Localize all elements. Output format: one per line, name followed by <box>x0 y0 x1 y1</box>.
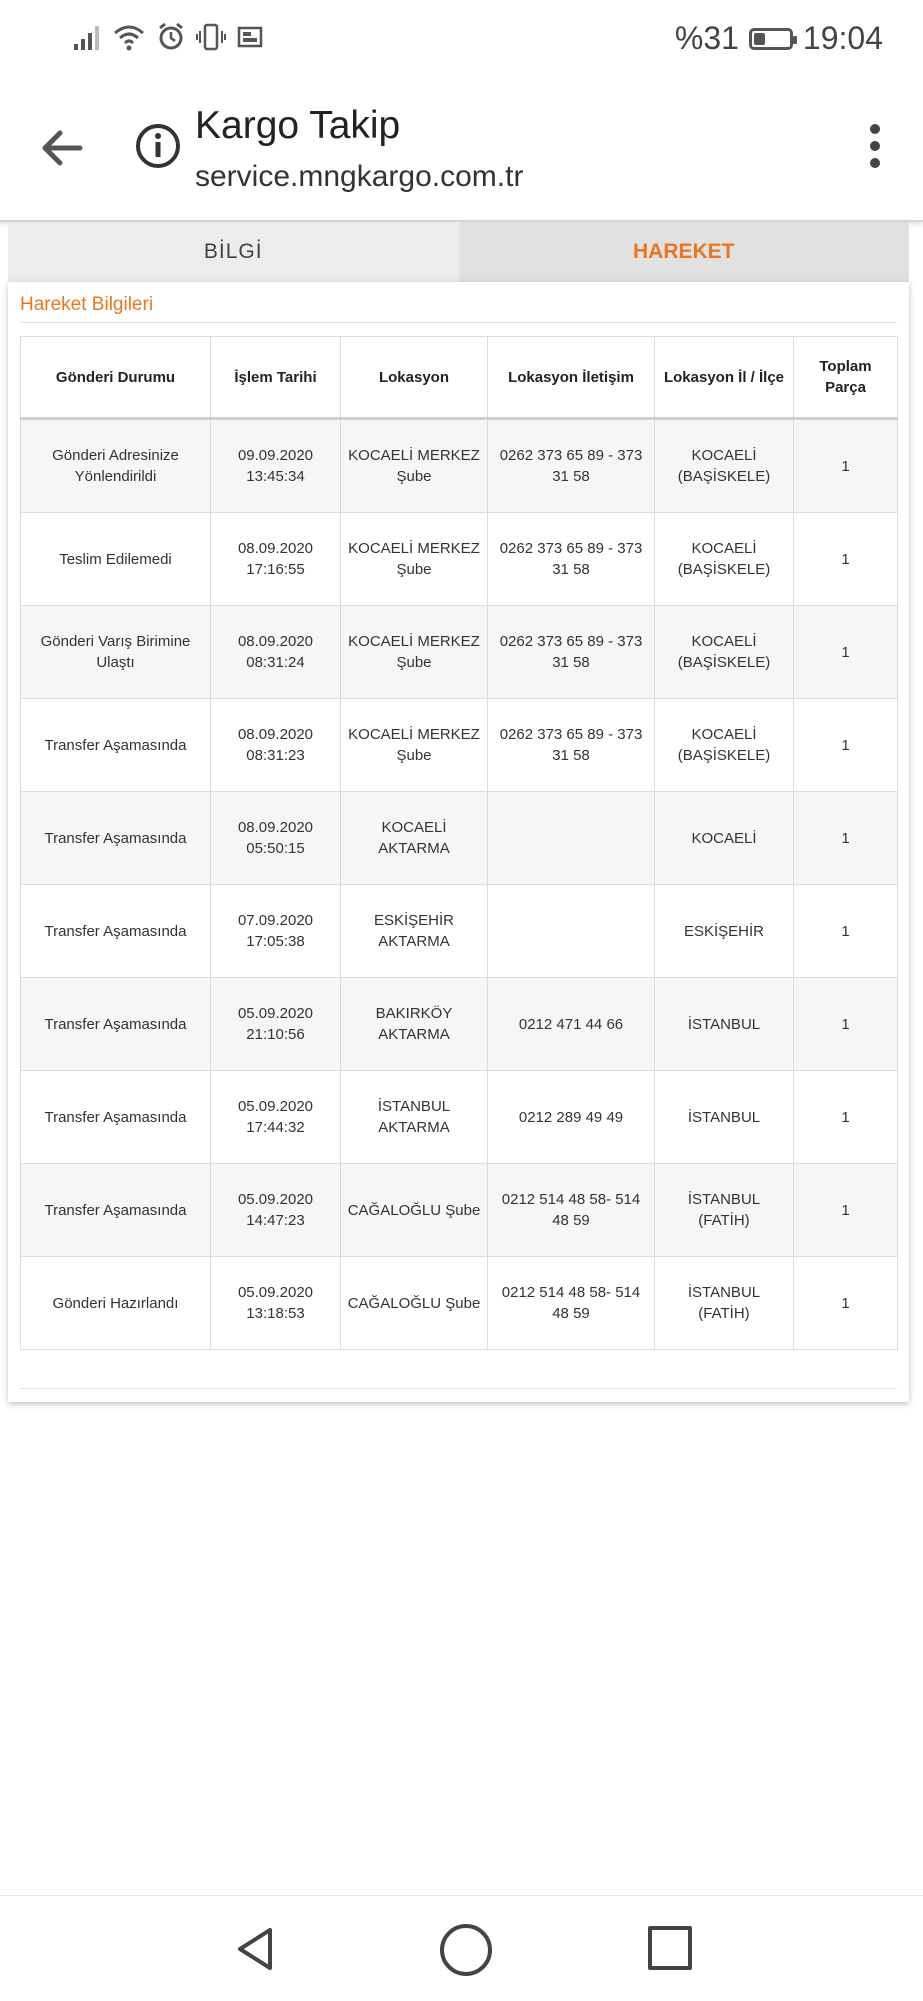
alarm-icon <box>156 22 186 52</box>
cell-location: ESKİŞEHİR AKTARMA <box>341 885 488 978</box>
tab-bilgi[interactable] <box>8 222 459 282</box>
cell-pieces: 1 <box>794 1071 898 1164</box>
system-nav-bar <box>0 1895 923 2001</box>
info-icon[interactable] <box>134 122 182 170</box>
column-header: İşlem Tarihi <box>211 337 341 419</box>
table-header-row <box>21 337 898 419</box>
table-row <box>21 606 898 699</box>
cell-province: KOCAELİ (BAŞİSKELE) <box>655 699 794 792</box>
signal-icon <box>72 22 102 52</box>
page-url: service.mngkargo.com.tr <box>195 160 524 193</box>
status-bar <box>0 0 923 78</box>
cell-contact: 0262 373 65 89 - 373 31 58 <box>488 699 655 792</box>
cell-contact: 0212 514 48 58- 514 48 59 <box>488 1164 655 1257</box>
cell-province: İSTANBUL (FATİH) <box>655 1257 794 1350</box>
cell-contact: 0212 514 48 58- 514 48 59 <box>488 1257 655 1350</box>
table-row <box>21 1257 898 1350</box>
status-right <box>675 20 883 57</box>
column-header: Lokasyon İl / İlçe <box>655 337 794 419</box>
section-title: Hareket Bilgileri <box>20 294 154 315</box>
cell-province: İSTANBUL <box>655 978 794 1071</box>
nav-recents-icon[interactable] <box>648 1926 692 1970</box>
cell-status: Gönderi Adresinize Yönlendirildi <box>21 419 211 513</box>
cell-pieces: 1 <box>794 792 898 885</box>
column-header: Gönderi Durumu <box>21 337 211 419</box>
cell-status: Teslim Edilemedi <box>21 513 211 606</box>
cell-province: İSTANBUL <box>655 1071 794 1164</box>
sim-card-icon <box>236 22 264 52</box>
cell-contact: 0262 373 65 89 - 373 31 58 <box>488 513 655 606</box>
cell-province: KOCAELİ (BAŞİSKELE) <box>655 419 794 513</box>
cell-date: 05.09.2020 13:18:53 <box>211 1257 341 1350</box>
tab-label: BİLGİ <box>203 240 263 263</box>
movement-table <box>20 336 898 1350</box>
column-header: Lokasyon İletişim <box>488 337 655 419</box>
cell-date: 05.09.2020 21:10:56 <box>211 978 341 1071</box>
battery-percent: %31 <box>674 20 739 56</box>
cell-contact: 0262 373 65 89 - 373 31 58 <box>488 419 655 513</box>
cell-contact: 0212 289 49 49 <box>488 1071 655 1164</box>
cell-province: KOCAELİ (BAŞİSKELE) <box>655 513 794 606</box>
clock: 19:04 <box>802 20 883 56</box>
cell-status: Transfer Aşamasında <box>21 699 211 792</box>
table-row <box>21 513 898 606</box>
cell-pieces: 1 <box>794 606 898 699</box>
cell-province: KOCAELİ (BAŞİSKELE) <box>655 606 794 699</box>
cell-pieces: 1 <box>794 1257 898 1350</box>
vibrate-icon <box>196 22 226 52</box>
cell-location: CAĞALOĞLU Şube <box>341 1257 488 1350</box>
cell-pieces: 1 <box>794 978 898 1071</box>
cell-date: 09.09.2020 13:45:34 <box>211 419 341 513</box>
table-row <box>21 978 898 1071</box>
cell-date: 08.09.2020 08:31:23 <box>211 699 341 792</box>
table-row <box>21 885 898 978</box>
cell-status: Transfer Aşamasında <box>21 978 211 1071</box>
cell-province: KOCAELİ <box>655 792 794 885</box>
table-row <box>21 1164 898 1257</box>
battery-icon <box>749 28 793 50</box>
cell-pieces: 1 <box>794 699 898 792</box>
cell-pieces: 1 <box>794 885 898 978</box>
cell-location: CAĞALOĞLU Şube <box>341 1164 488 1257</box>
status-icons <box>72 22 264 52</box>
cell-location: KOCAELİ MERKEZ Şube <box>341 419 488 513</box>
cell-location: KOCAELİ MERKEZ Şube <box>341 606 488 699</box>
cell-status: Transfer Aşamasında <box>21 885 211 978</box>
hareket-card <box>8 282 909 1402</box>
cell-province: İSTANBUL (FATİH) <box>655 1164 794 1257</box>
divider <box>20 1388 897 1389</box>
table-row <box>21 699 898 792</box>
column-header: Lokasyon <box>341 337 488 419</box>
cell-location: BAKIRKÖY AKTARMA <box>341 978 488 1071</box>
cell-date: 08.09.2020 08:31:24 <box>211 606 341 699</box>
table-row <box>21 792 898 885</box>
divider <box>20 322 897 323</box>
cell-status: Gönderi Varış Birimine Ulaştı <box>21 606 211 699</box>
cell-date: 05.09.2020 17:44:32 <box>211 1071 341 1164</box>
cell-pieces: 1 <box>794 1164 898 1257</box>
tab-hareket[interactable] <box>459 222 910 282</box>
nav-home-icon[interactable] <box>440 1924 492 1976</box>
cell-date: 08.09.2020 05:50:15 <box>211 792 341 885</box>
cell-location: KOCAELİ AKTARMA <box>341 792 488 885</box>
more-options-icon[interactable] <box>867 124 883 174</box>
cell-date: 05.09.2020 14:47:23 <box>211 1164 341 1257</box>
cell-location: İSTANBUL AKTARMA <box>341 1071 488 1164</box>
page-title: Kargo Takip <box>195 104 401 147</box>
cell-date: 08.09.2020 17:16:55 <box>211 513 341 606</box>
cell-contact: 0212 471 44 66 <box>488 978 655 1071</box>
cell-status: Gönderi Hazırlandı <box>21 1257 211 1350</box>
cell-status: Transfer Aşamasında <box>21 1164 211 1257</box>
cell-province: ESKİŞEHİR <box>655 885 794 978</box>
cell-contact: 0262 373 65 89 - 373 31 58 <box>488 606 655 699</box>
table-row <box>21 1071 898 1164</box>
app-bar <box>0 78 923 222</box>
cell-status: Transfer Aşamasında <box>21 1071 211 1164</box>
tab-label: HAREKET <box>632 240 735 263</box>
cell-status: Transfer Aşamasında <box>21 792 211 885</box>
column-header: Toplam Parça <box>794 337 898 419</box>
nav-back-icon[interactable] <box>230 1924 280 1974</box>
cell-pieces: 1 <box>794 513 898 606</box>
table-row <box>21 419 898 513</box>
cell-contact <box>488 792 655 885</box>
cell-location: KOCAELİ MERKEZ Şube <box>341 513 488 606</box>
cell-contact <box>488 885 655 978</box>
tab-bar <box>8 222 909 282</box>
wifi-icon <box>112 22 146 52</box>
cell-date: 07.09.2020 17:05:38 <box>211 885 341 978</box>
back-arrow-icon[interactable] <box>32 118 92 178</box>
cell-pieces: 1 <box>794 419 898 513</box>
cell-location: KOCAELİ MERKEZ Şube <box>341 699 488 792</box>
